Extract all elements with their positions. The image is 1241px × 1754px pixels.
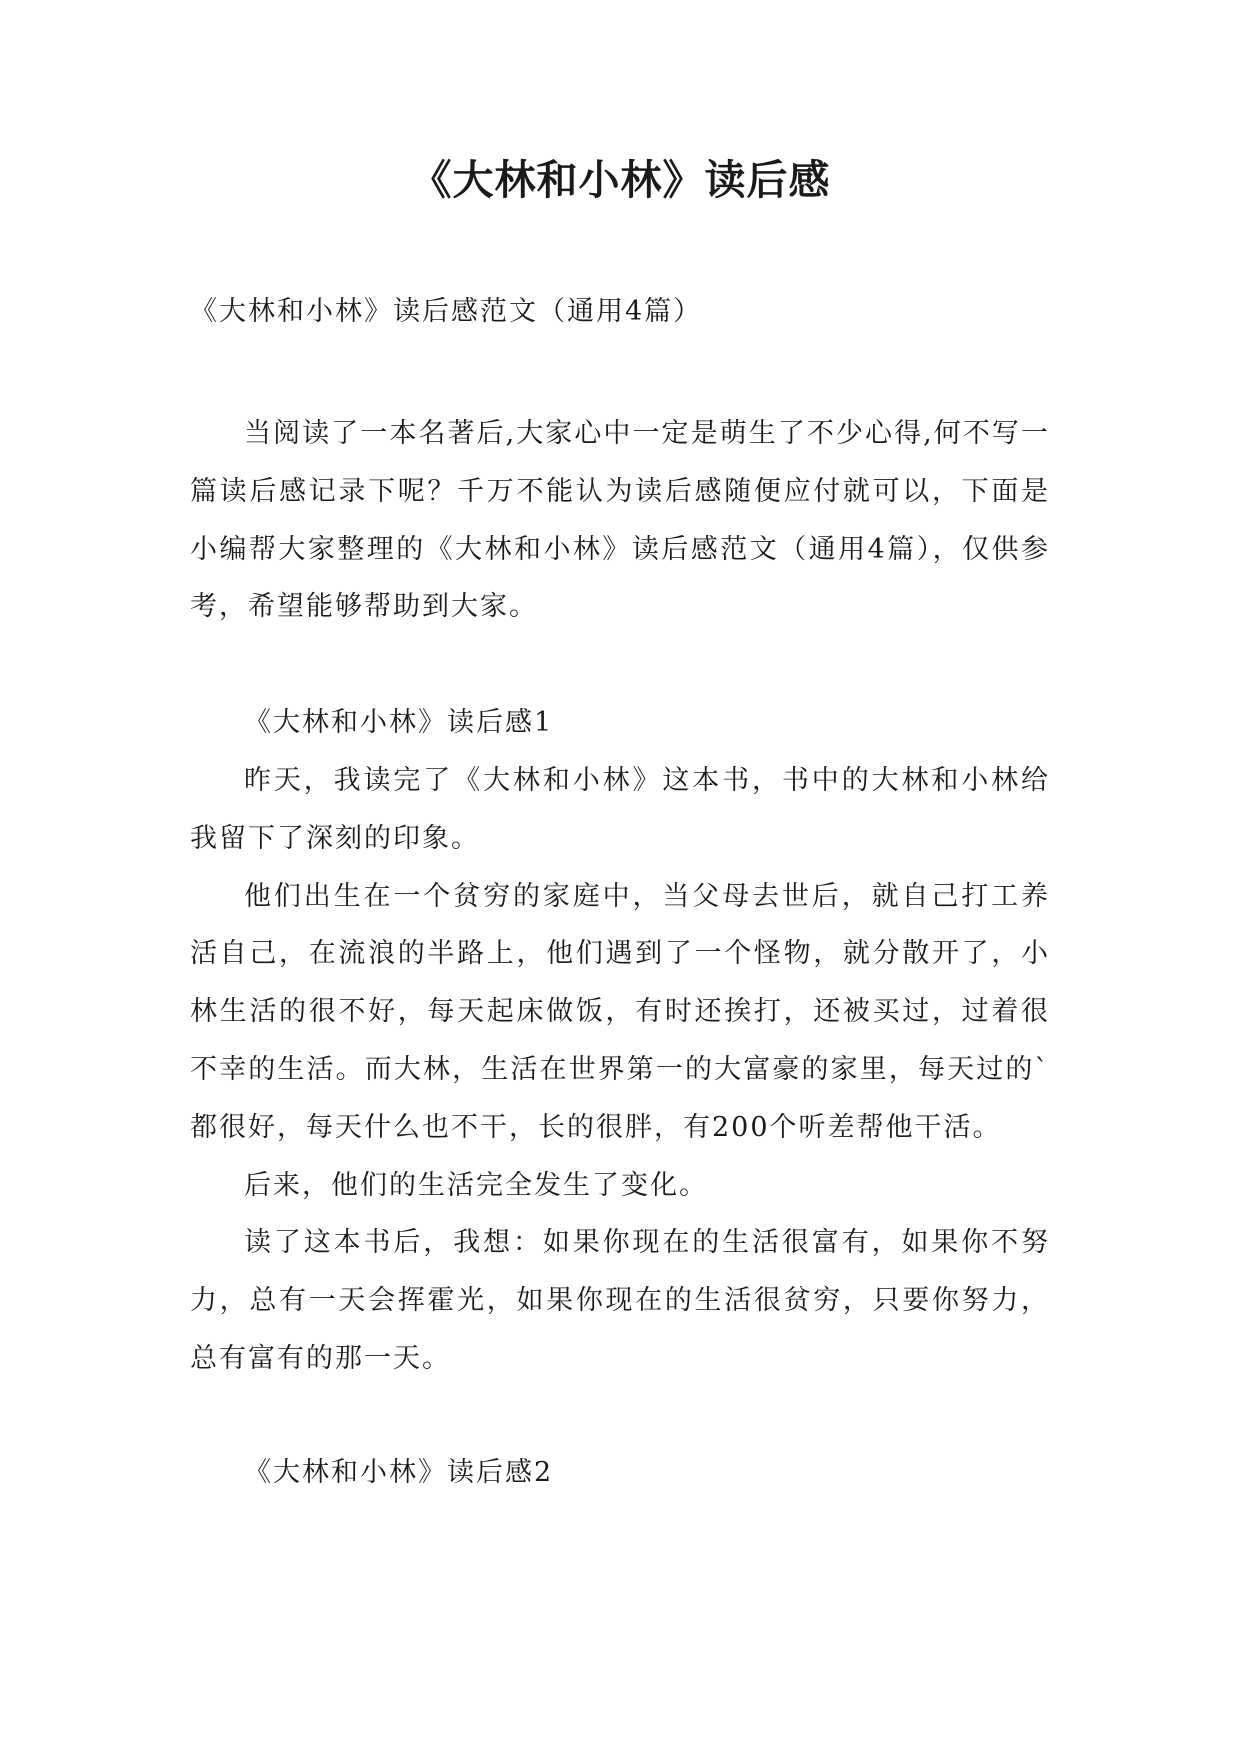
document-body bbox=[190, 405, 1050, 1502]
section-1 bbox=[190, 694, 1050, 1388]
section-heading: 《大林和小林》读后感1 bbox=[244, 707, 554, 739]
spacer bbox=[190, 1388, 1050, 1444]
section-paragraph: 昨天，我读完了《大林和小林》这本书，书中的大林和小林给我留下了深刻的印象。 bbox=[190, 764, 1050, 854]
intro-paragraph: 当阅读了一本名著后,大家心中一定是萌生了不少心得,何不写一篇读后感记录下呢？千万不能认为读后感随便应付就可以，下面是小编帮大家整理的《大林和小林》读后感范文（通用4篇），仅供参考，希望能够帮助到大家。 bbox=[190, 418, 1050, 623]
document-title: 《大林和小林》读后感 bbox=[410, 156, 831, 204]
section-heading: 《大林和小林》读后感2 bbox=[244, 1456, 554, 1488]
section-paragraph: 他们出生在一个贫穷的家庭中，当父母去世后，就自己打工养活自己，在流浪的半路上，他们遇到了一个怪物，就分散开了，小林生活的很不好，每天起床做饭，有时还挨打，还被买过，过着很不幸的生活。而大林，生活在世界第一的大富豪的家里，每天过的`都很好，每天什么也不干，长的很胖，有200个听差帮他干活。 bbox=[190, 880, 1050, 1143]
document-subtitle: 《大林和小林》读后感范文（通用4篇） bbox=[190, 296, 703, 327]
spacer bbox=[190, 636, 1050, 694]
section-paragraph: 后来，他们的生活完全发生了变化。 bbox=[244, 1169, 708, 1201]
section-2 bbox=[190, 1444, 1050, 1502]
section-paragraph: 读了这本书后，我想：如果你现在的生活很富有，如果你不努力，总有一天会挥霍光，如果你现在的生活很贫穷，只要你努力，总有富有的那一天。 bbox=[190, 1227, 1050, 1374]
